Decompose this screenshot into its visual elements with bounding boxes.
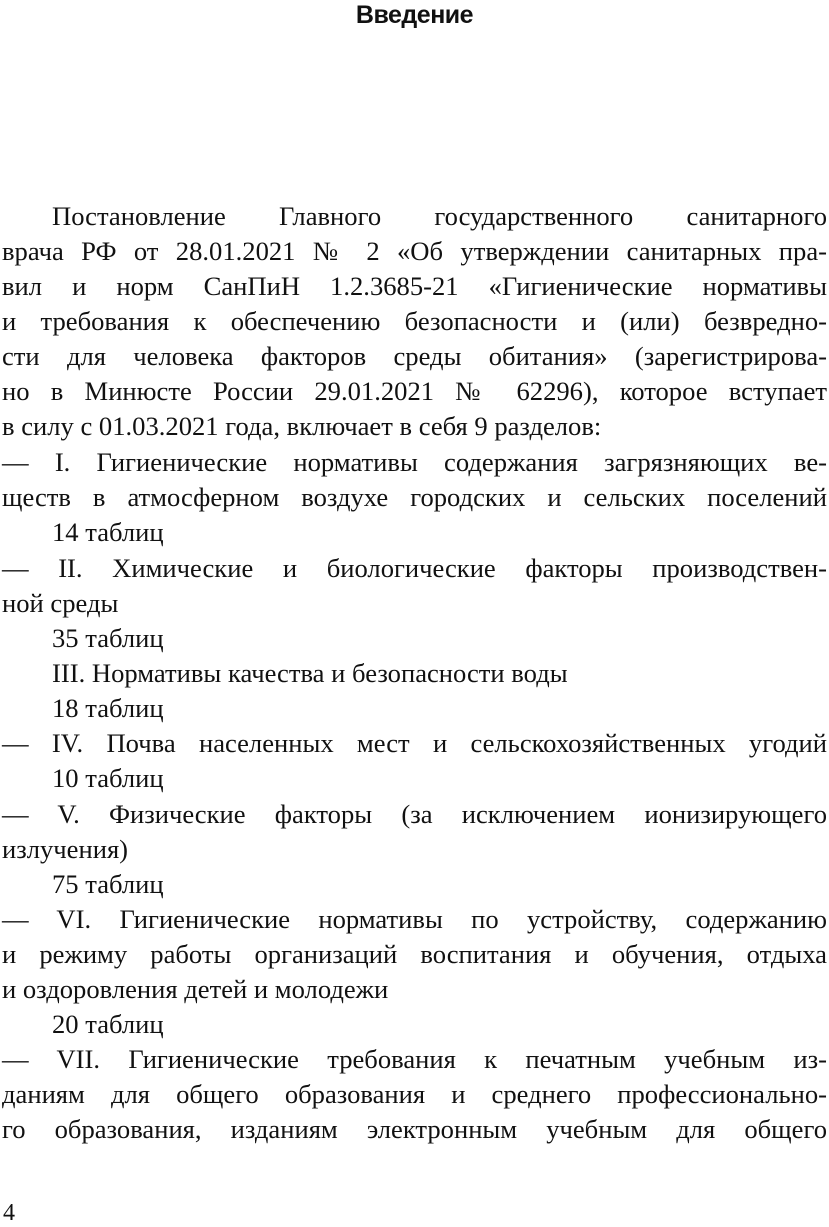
- section-item-line: — II. Химические и биологические факторы производствен-: [2, 553, 827, 583]
- section-item-line: — V. Физические факторы (за исключением ионизирующего: [2, 799, 827, 829]
- table-count: 14 таблиц: [52, 517, 164, 547]
- section-item-line: излучения): [2, 834, 129, 864]
- table-count: 18 таблиц: [52, 693, 164, 723]
- section-item-line: — VI. Гигиенические нормативы по устройству, содержанию: [2, 904, 827, 934]
- section-item-line: — VII. Гигиенические требования к печатным учебным из-: [2, 1044, 827, 1074]
- table-count: 75 таблиц: [52, 869, 164, 899]
- section-item-line: — IV. Почва населенных мест и сельскохозяйственных угодий: [2, 728, 827, 758]
- section-item-line: го образования, изданиям электронным учебным для общего: [2, 1114, 827, 1144]
- paragraph-line: сти для человека факторов среды обитания» (зарегистрирова-: [2, 341, 827, 371]
- section-item-line: и оздоровления детей и молодежи: [2, 974, 389, 1004]
- section-item-line: — I. Гигиенические нормативы содержания загрязняющих ве-: [2, 447, 827, 477]
- page-title: Введение: [355, 1, 474, 29]
- section-item-line: и режиму работы организаций воспитания и обучения, отдыха: [2, 939, 827, 969]
- section-item-line: ществ в атмосферном воздухе городских и сельских поселений: [2, 482, 827, 512]
- paragraph-line: вил и норм СанПиН 1.2.3685-21 «Гигиенические нормативы: [2, 271, 827, 301]
- paragraph-line: но в Минюсте России 29.01.2021 № 62296), которое вступает: [2, 376, 827, 406]
- section-item-line: III. Нормативы качества и безопасности воды: [52, 658, 568, 688]
- table-count: 20 таблиц: [52, 1009, 164, 1039]
- paragraph-line: в силу с 01.03.2021 года, включает в себя 9 разделов:: [2, 411, 602, 441]
- table-count: 10 таблиц: [52, 763, 164, 793]
- page-number: 4: [3, 1200, 15, 1226]
- paragraph-line: Постановление Главного государственного санитарного: [52, 201, 827, 231]
- paragraph-line: врача РФ от 28.01.2021 № 2 «Об утверждении санитарных пра-: [2, 236, 827, 266]
- section-item-line: ной среды: [2, 588, 119, 618]
- table-count: 35 таблиц: [52, 623, 164, 653]
- paragraph-line: и требования к обеспечению безопасности и (или) безвредно-: [2, 306, 827, 336]
- section-item-line: даниям для общего образования и среднего профессионально-: [2, 1079, 827, 1109]
